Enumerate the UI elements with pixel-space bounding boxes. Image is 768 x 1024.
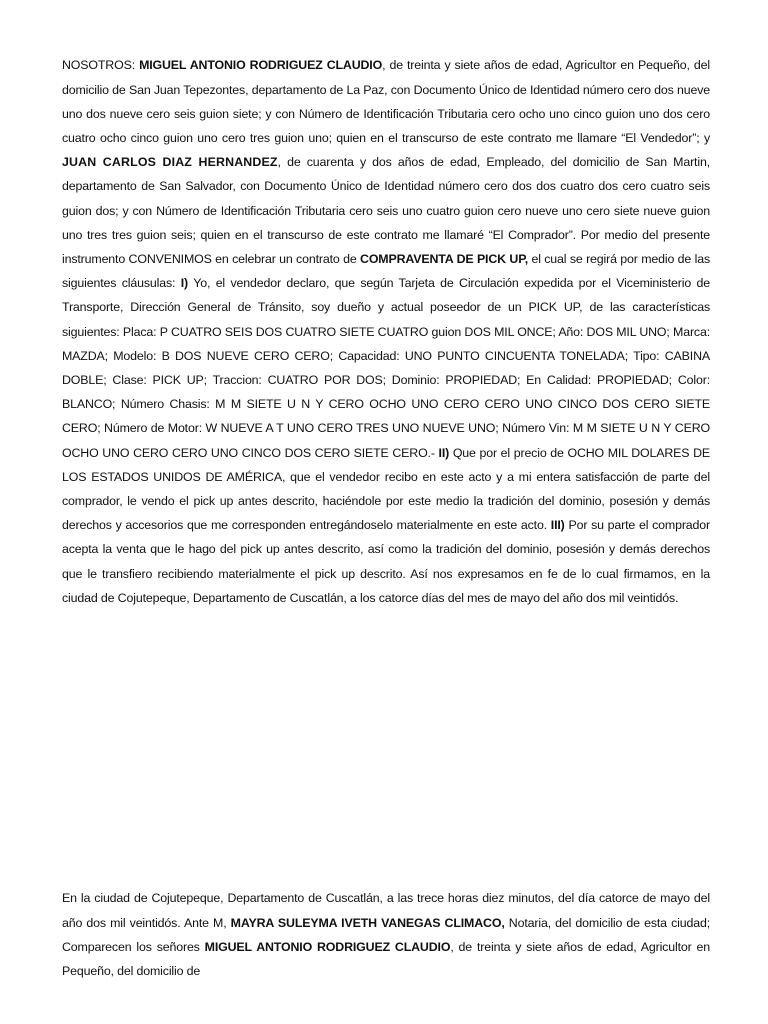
buyer-name: JUAN CARLOS DIAZ HERNANDEZ (62, 155, 278, 170)
clauses-intro-text: el cual se regirá por medio de las siguientes cláusulas: (62, 252, 710, 291)
clause-3-marker: III) (550, 518, 565, 533)
notary-seller-details-text: , de treinta y siete años de edad, Agricultor en Pequeño, del domicilio de (62, 939, 710, 978)
notary-seller-name: MIGUEL ANTONIO RODRIGUEZ CLAUDIO (204, 939, 451, 954)
clause-2-text: Que por el precio de OCHO MIL DOLARES DE LOS ESTADOS UNIDOS DE AMÉRICA, que el vendedor recibo en este acto y a mi entera satisfacción de parte del comprador, le vendo el pick up antes descrito, haciéndole por este medio la tradición del dominio, posesión y demás derechos y accesorios que me corresponden entregándoselo materialmente en este acto. (62, 445, 711, 533)
seller-details-text: , de treinta y siete años de edad, Agricultor en Pequeño, del domicilio de San Juan Tepezontes, departamento de La Paz, con Documento Único de Identidad número cero dos nueve uno dos nueve cero seis guion siete; y con Número de Identificación Tributaria cero ocho uno cinco guion uno dos cero cuatro ocho cinco guion uno cero tres guion uno; quien en el transcurso de este contrato me llamare “El Vendedor”; y (62, 58, 710, 145)
contract-intro-text: NOSOTROS: (62, 58, 140, 73)
clause-1-text: Yo, el vendedor declaro, que según Tarjeta de Circulación expedida por el Viceministerio de Transporte, Dirección General de Tránsito, soy dueño y actual poseedor de un PICK UP, de las características siguientes: Placa: P CUATRO SEIS DOS CUATRO SIETE CUATRO guion DOS MIL ONCE; Año: DOS MIL UNO; Marca: MAZDA; Modelo: B DOS NUEVE CERO CERO; Capacidad: UNO PUNTO CINCUENTA TONELADA; Tipo: CABINA DOBLE; Clase: PICK UP; Traccion: CUATRO POR DOS; Dominio: PROPIEDAD; En Calidad: PROPIEDAD; Color: BLANCO; Número Chasis: M M SIETE U N Y CERO OCHO UNO CERO CERO UNO CINCO DOS CERO SIETE CERO; Número de Motor: W NUEVE A T UNO CERO TRES UNO NUEVE UNO; Número Vin: M M SIETE U N Y CERO OCHO UNO CERO CERO UNO CINCO DOS CERO SIETE CERO.- (62, 276, 710, 460)
notary-intro-text: En la ciudad de Cojutepeque, Departamento de Cuscatlán, a las trece horas diez minutos, del día catorce de mayo del año dos mil veintidós. Ante M, (62, 891, 710, 930)
clause-2-marker: II) (438, 445, 450, 460)
notary-name: MAYRA SULEYMA IVETH VANEGAS CLIMACO, (230, 915, 505, 930)
notary-details-text: Notaria, del domicilio de esta ciudad; Comparecen los señores (62, 915, 710, 954)
notary-paragraph (62, 886, 710, 983)
buyer-details-text: , de cuarenta y dos años de edad, Empleado, del domicilio de San Martin, departamento de San Salvador, con Documento Único de Identidad número cero dos dos cuatro dos cero cuatro seis guion dos; y con Número de Identificación Tributaria cero seis uno cuatro guion cero nueve uno cero siete nueve guion uno tres tres guion seis; quien en el transcurso de este contrato me llamaré “El Comprador”. Por medio del presente instrumento CONVENIMOS en celebrar un contrato de (62, 155, 710, 267)
seller-name: MIGUEL ANTONIO RODRIGUEZ CLAUDIO (139, 58, 383, 73)
clause-1-marker: I) (180, 276, 189, 291)
contract-type: COMPRAVENTA DE PICK UP, (360, 252, 529, 267)
contract-paragraph (62, 53, 710, 610)
clause-3-text: Por su parte el comprador acepta la venta que le hago del pick up antes descrito, así como la tradición del dominio, posesión y demás derechos que le transfiero recibiendo materialmente el pick up descrito. Así nos expresamos en fe de lo cual firmamos, en la ciudad de Cojutepeque, Departamento de Cuscatlán, a los catorce días del mes de mayo del año dos mil veintidós. (62, 518, 711, 605)
